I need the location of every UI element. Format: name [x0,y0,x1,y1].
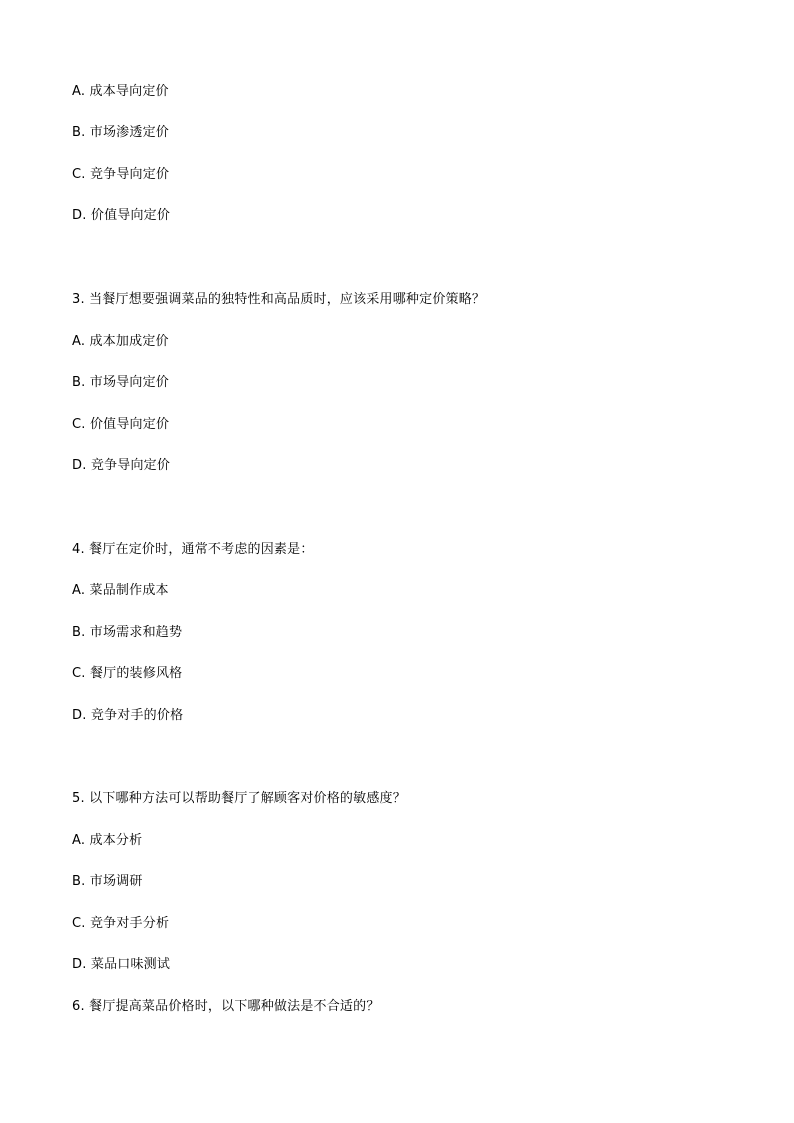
option-d: D. 价值导向定价 [72,208,171,223]
option-d: D. 竞争对手的价格 [72,708,184,723]
option-b: B. 市场导向定价 [72,375,169,390]
option-c: C. 价值导向定价 [72,417,170,432]
option-d: D. 竞争导向定价 [72,458,171,473]
question-6: 6. 餐厅提高菜品价格时，以下哪种做法是不合适的？ [72,999,380,1014]
question-5: 5. 以下哪种方法可以帮助餐厅了解顾客对价格的敏感度？ [72,791,406,806]
option-a: A. 成本加成定价 [72,334,169,349]
option-c: C. 餐厅的装修风格 [72,666,183,681]
option-b: B. 市场需求和趋势 [72,625,183,640]
option-c: C. 竞争对手分析 [72,916,170,931]
option-a: A. 成本导向定价 [72,84,169,99]
option-d: D. 菜品口味测试 [72,957,171,972]
option-b: B. 市场调研 [72,874,143,889]
option-c: C. 竞争导向定价 [72,167,170,182]
question-3: 3. 当餐厅想要强调菜品的独特性和高品质时，应该采用哪种定价策略？ [72,292,486,307]
question-4: 4. 餐厅在定价时，通常不考虑的因素是： [72,542,314,557]
option-b: B. 市场渗透定价 [72,125,169,140]
option-a: A. 菜品制作成本 [72,583,169,598]
option-a: A. 成本分析 [72,833,143,848]
